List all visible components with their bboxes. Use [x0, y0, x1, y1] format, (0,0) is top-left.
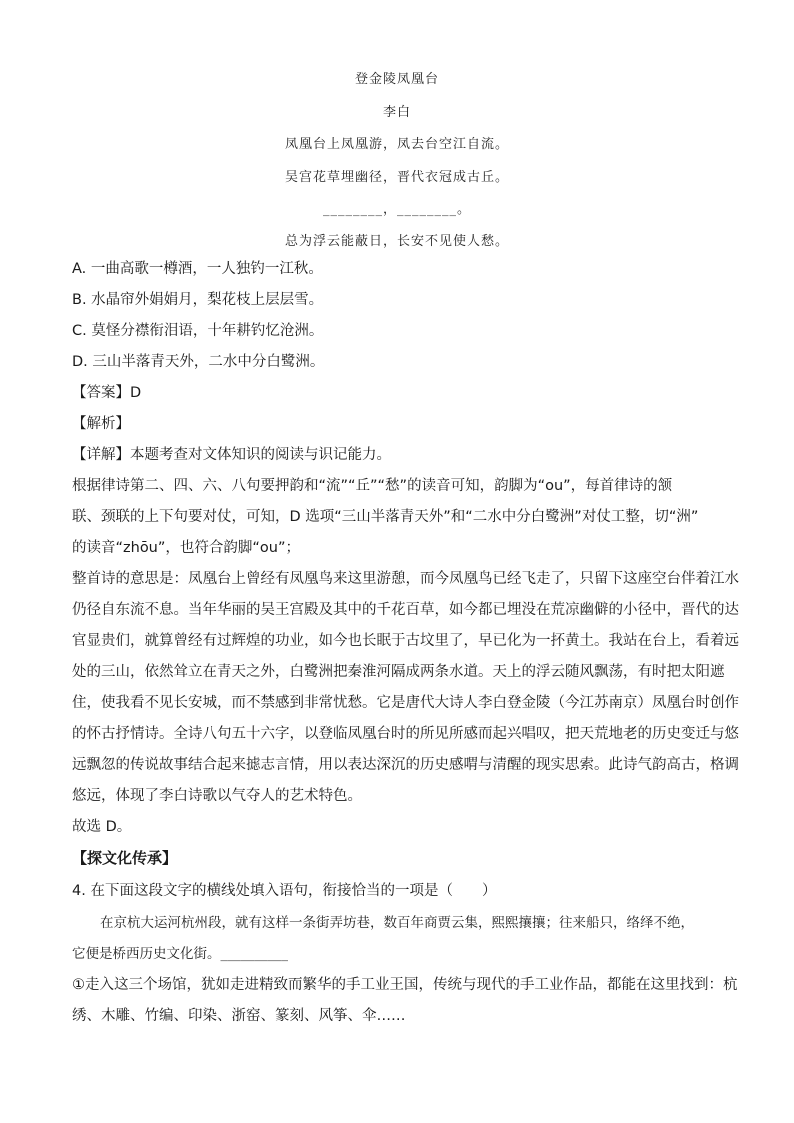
option-b: B. 水晶帘外娟娟月，梨花枝上层层雪。 — [72, 292, 324, 308]
paragraph-line: 联、颈联的上下句要对仗，可知，D 选项“三山半落青天外”和“二水中分白鹭洲”对仗工整，切“洲” — [72, 509, 699, 525]
paragraph-line: 处的三山，依然耸立在青天之外，白鹭洲把秦淮河隔成两条水道。天上的浮云随风飘荡，有时把太阳遮 — [72, 664, 725, 680]
analysis-label: 【解析】 — [72, 416, 130, 432]
answer-row — [72, 381, 722, 402]
poem-line-4: 总为浮云能蔽日，长安不见使人愁。 — [284, 234, 509, 249]
passage-line-2: 它便是桥西历史文化街。__________ — [72, 946, 288, 962]
poem-title: 登金陵凤凰台 — [354, 72, 439, 87]
paragraph-line: 的读音“zhōu”，也符合韵脚“ou”； — [72, 540, 300, 556]
detail-row — [72, 443, 722, 464]
option-a: A. 一曲高歌一樽酒，一人独钓一江秋。 — [72, 261, 323, 277]
poem-line-1: 凤凰台上凤凰游，凤去台空江自流。 — [284, 137, 509, 152]
question-4-stem: 4. 在下面这段文字的横线处填入语句，衔接恰当的一项是（ ） — [72, 883, 497, 899]
poem-line-2: 吴宫花草埋幽径，晋代衣冠成古丘。 — [284, 170, 509, 185]
poem-blank-line: ________，________。 — [322, 202, 471, 217]
option-d: D. 三山半落青天外，二水中分白鹭洲。 — [72, 354, 325, 370]
item-1-line-2: 绣、木雕、竹编、印染、浙窑、篆刻、风筝、伞…… — [72, 1008, 406, 1024]
detail-intro: 本题考查对文体知识的阅读与识记能力。 — [130, 447, 391, 463]
poem-author: 李白 — [382, 105, 411, 120]
paragraph-line: 的怀古抒情诗。全诗八句五十六字，以登临凤凰台时的所见所感而起兴唱叹，把天荒地老的历史变迁与悠 — [72, 726, 739, 742]
option-c: C. 莫怪分襟衔泪语，十年耕钓忆沧洲。 — [72, 323, 324, 339]
answer-label: 【答案】 — [72, 385, 130, 401]
paragraph-line: 住，使我看不见长安城，而不禁感到非常忧愁。它是唐代大诗人李白登金陵（今江苏南京）凤凰台时创作 — [72, 695, 739, 711]
section-header: 【探文化传承】 — [72, 849, 178, 867]
paragraph-line: 仍径自东流不息。当年华丽的吴王宫殿及其中的千花百草，如今都已埋没在荒凉幽僻的小径中，晋代的达 — [72, 602, 739, 618]
paragraph-line: 官显贵们，就算曾经有过辉煌的功业，如今也长眠于古坟里了，早已化为一抔黄土。我站在台上，看着远 — [72, 633, 739, 649]
passage-line-1: 在京杭大运河杭州段，就有这样一条街弄坊巷，数百年商贾云集，熙熙攘攘；往来船只，络绎不绝， — [100, 915, 694, 931]
item-1-line-1: ①走入这三个场馆，犹如走进精致而繁华的手工业王国，传统与现代的手工业作品，都能在这里找到：杭 — [72, 977, 738, 993]
paragraph-line: 悠远，体现了李白诗歌以气夺人的艺术特色。 — [72, 788, 362, 804]
answer-value: D — [130, 385, 142, 401]
paragraph-line: 远飘忽的传说故事结合起来摅志言情，用以表达深沉的历史感喟与清醒的现实思索。此诗气韵高古，格调 — [72, 757, 739, 773]
detail-label: 【详解】 — [72, 447, 130, 463]
conclusion: 故选 D。 — [72, 819, 132, 835]
paragraph-line: 根据律诗第二、四、六、八句要押韵和“流”“丘”“愁”的读音可知，韵脚为“ou”，每首律诗的颔 — [72, 478, 673, 494]
paragraph-line: 整首诗的意思是：凤凰台上曾经有凤凰鸟来这里游憩，而今凤凰鸟已经飞走了，只留下这座空台伴着江水 — [72, 571, 739, 587]
